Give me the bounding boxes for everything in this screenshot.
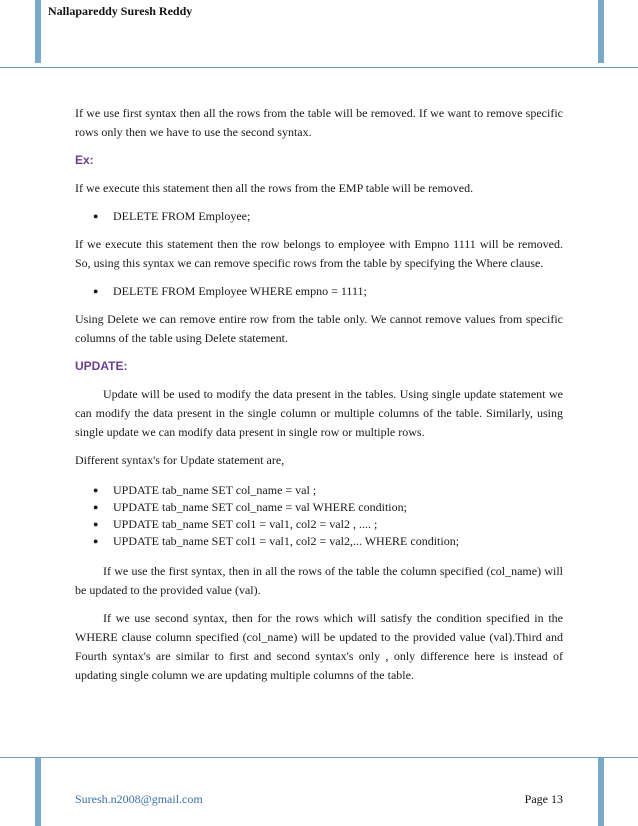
syntax-list: [75, 482, 563, 550]
paragraph: If we execute this statement then the row belongs to employee with Empno 1111 will be removed. So, using this syntax we can remove specific rows from the table by specifying the Where clause.: [75, 237, 563, 270]
footer-page-number: Page 13: [524, 792, 563, 806]
paragraph: If we use the first syntax, then in all the rows of the table the column specified (col_name) will be updated to the provided value (val).: [75, 564, 563, 597]
list-item: ● DELETE FROM Employee WHERE empno = 1111;: [113, 282, 563, 301]
frame-bar-bottom-left: [35, 758, 41, 826]
list-item: ● UPDATE tab_name SET col1 = val1, col2 = val2 , .... ;: [113, 516, 563, 533]
section-heading-ex: Ex:: [75, 153, 94, 167]
footer-rule: [0, 757, 638, 758]
list-item: ● UPDATE tab_name SET col_name = val WHERE condition;: [113, 499, 563, 516]
frame-bar-top-right: [598, 0, 604, 63]
paragraph: Different syntax's for Update statement are,: [75, 453, 285, 467]
header-author: Nallapareddy Suresh Reddy: [48, 4, 193, 18]
frame-bar-top-left: [35, 0, 41, 63]
bullet-list: [75, 282, 563, 301]
paragraph: If we execute this statement then all the rows from the EMP table will be removed.: [75, 181, 474, 195]
paragraph: If we use first syntax then all the rows from the table will be removed. If we want to remove specific rows only then we have to use the second syntax.: [75, 106, 563, 139]
paragraph: If we use second syntax, then for the rows which will satisfy the condition specified in the WHERE clause column specified (col_name) will be updated to the provided value (val).Third and Fourth syntax's are similar to first and second syntax's only , only difference here is instead of updating single column we are updating multiple columns of the table.: [75, 611, 563, 682]
bullet-list: [75, 207, 563, 226]
list-item: ● DELETE FROM Employee;: [113, 207, 563, 226]
frame-bar-bottom-right: [598, 758, 604, 826]
list-item: ● UPDATE tab_name SET col1 = val1, col2 = val2,... WHERE condition;: [113, 533, 563, 550]
list-item: ● UPDATE tab_name SET col_name = val ;: [113, 482, 563, 499]
paragraph: Update will be used to modify the data present in the tables. Using single update statement we can modify the data present in the single column or multiple columns of the table. Similarly, using single update we can modify data present in single row or multiple rows.: [75, 387, 563, 439]
section-heading-update: UPDATE:: [75, 359, 128, 373]
page-content: [75, 104, 563, 685]
paragraph: Using Delete we can remove entire row from the table only. We cannot remove values from specific columns of the table using Delete statement.: [75, 312, 563, 345]
header-rule: [0, 67, 638, 68]
footer-email: Suresh.n2008@gmail.com: [75, 792, 203, 806]
